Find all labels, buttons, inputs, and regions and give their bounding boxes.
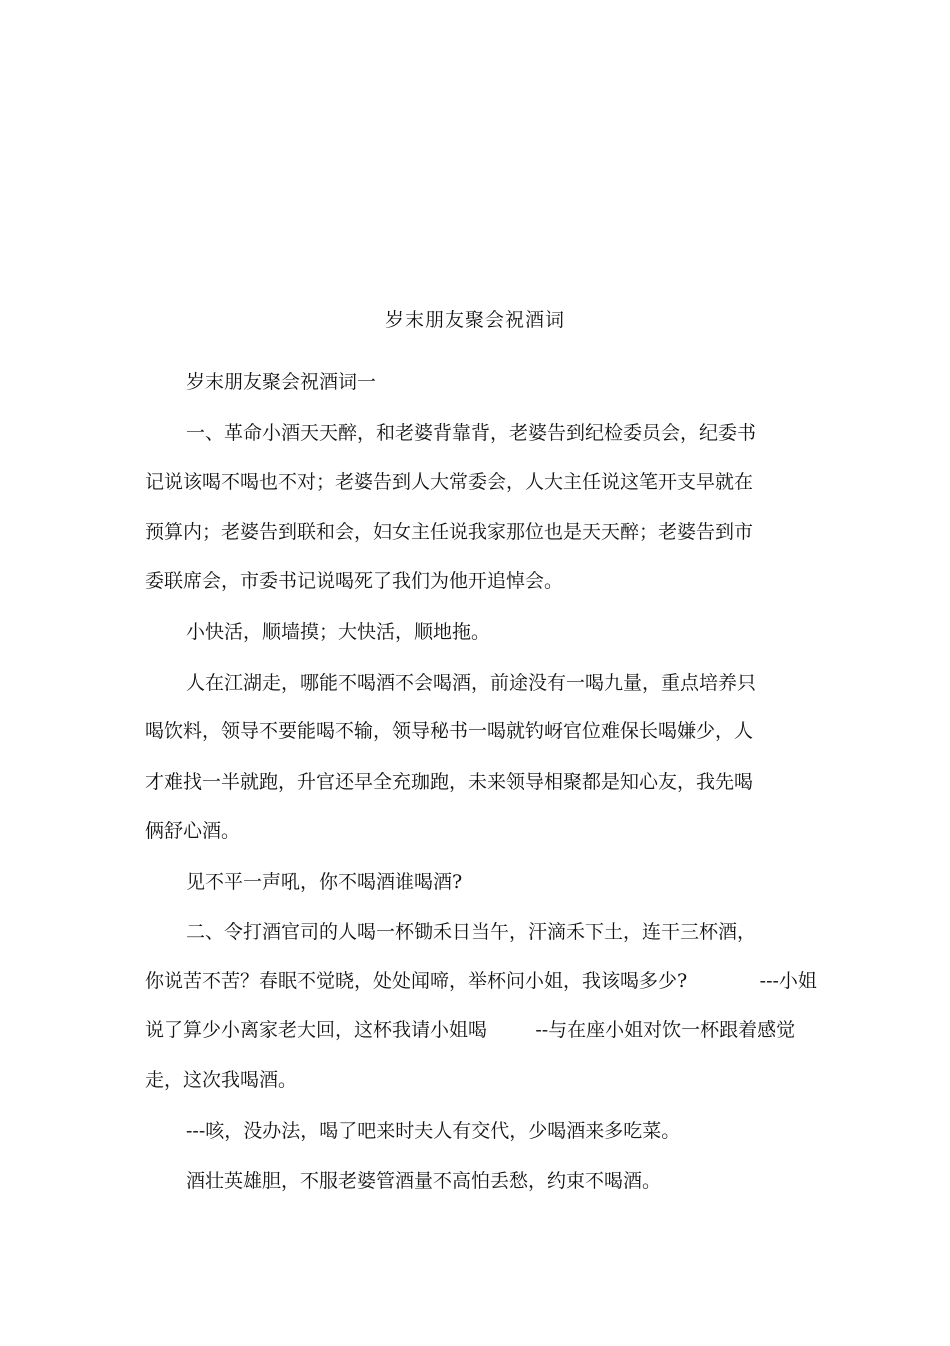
text-line: 说了算少小离家老大回，这杯我请小姐喝 --与在座小姐对饮一杯跟着感觉 [145, 1019, 796, 1041]
text-line: 见不平一声吼，你不喝酒谁喝酒? [186, 871, 463, 893]
text-line: 走，这次我喝酒。 [145, 1069, 298, 1091]
text-line: 委联席会，市委书记说喝死了我们为他开追悼会。 [145, 570, 564, 592]
text-line: 喝饮料，领导不要能喝不输，领导秘书一喝就钓岈官位难保长喝嫌少，人 [145, 720, 754, 742]
text-line: 酒壮英雄胆，不服老婆管酒量不高怕丢愁，约束不喝酒。 [186, 1170, 662, 1192]
text-line: 记说该喝不喝也不对；老婆告到人大常委会，人大主任说这笔开支早就在 [145, 471, 754, 493]
text-line: 预算内；老婆告到联和会，妇女主任说我家那位也是天天醉；老婆告到市 [145, 521, 754, 543]
text-line: ---咳，没办法，喝了吧来时夫人有交代，少喝酒来多吃菜。 [186, 1120, 681, 1142]
section-heading: 岁末朋友聚会祝酒词一 [186, 371, 377, 393]
text-line: 一、革命小酒天天醉，和老婆背靠背，老婆告到纪检委员会，纪委书 [186, 422, 757, 444]
text-line: 二、令打酒官司的人喝一杯锄禾日当午，汗滴禾下土，连干三杯酒， [186, 921, 757, 943]
text-line: 你说苦不苦？春眠不觉晓，处处闻啼，举杯问小姐，我该喝多少? ---小姐 [145, 970, 817, 992]
text-line: 才难找一半就跑，升官还早全充珈跑，未来领导相聚都是知心友，我先喝 [145, 771, 754, 793]
text-line: 小快活，顺墙摸；大快活，顺地拖。 [186, 621, 491, 643]
text-line: 俩舒心酒。 [145, 820, 241, 842]
document-title: 岁末朋友聚会祝酒词 [384, 309, 565, 331]
text-line: 人在江湖走，哪能不喝酒不会喝酒，前途没有一喝九量，重点培养只 [186, 672, 757, 694]
